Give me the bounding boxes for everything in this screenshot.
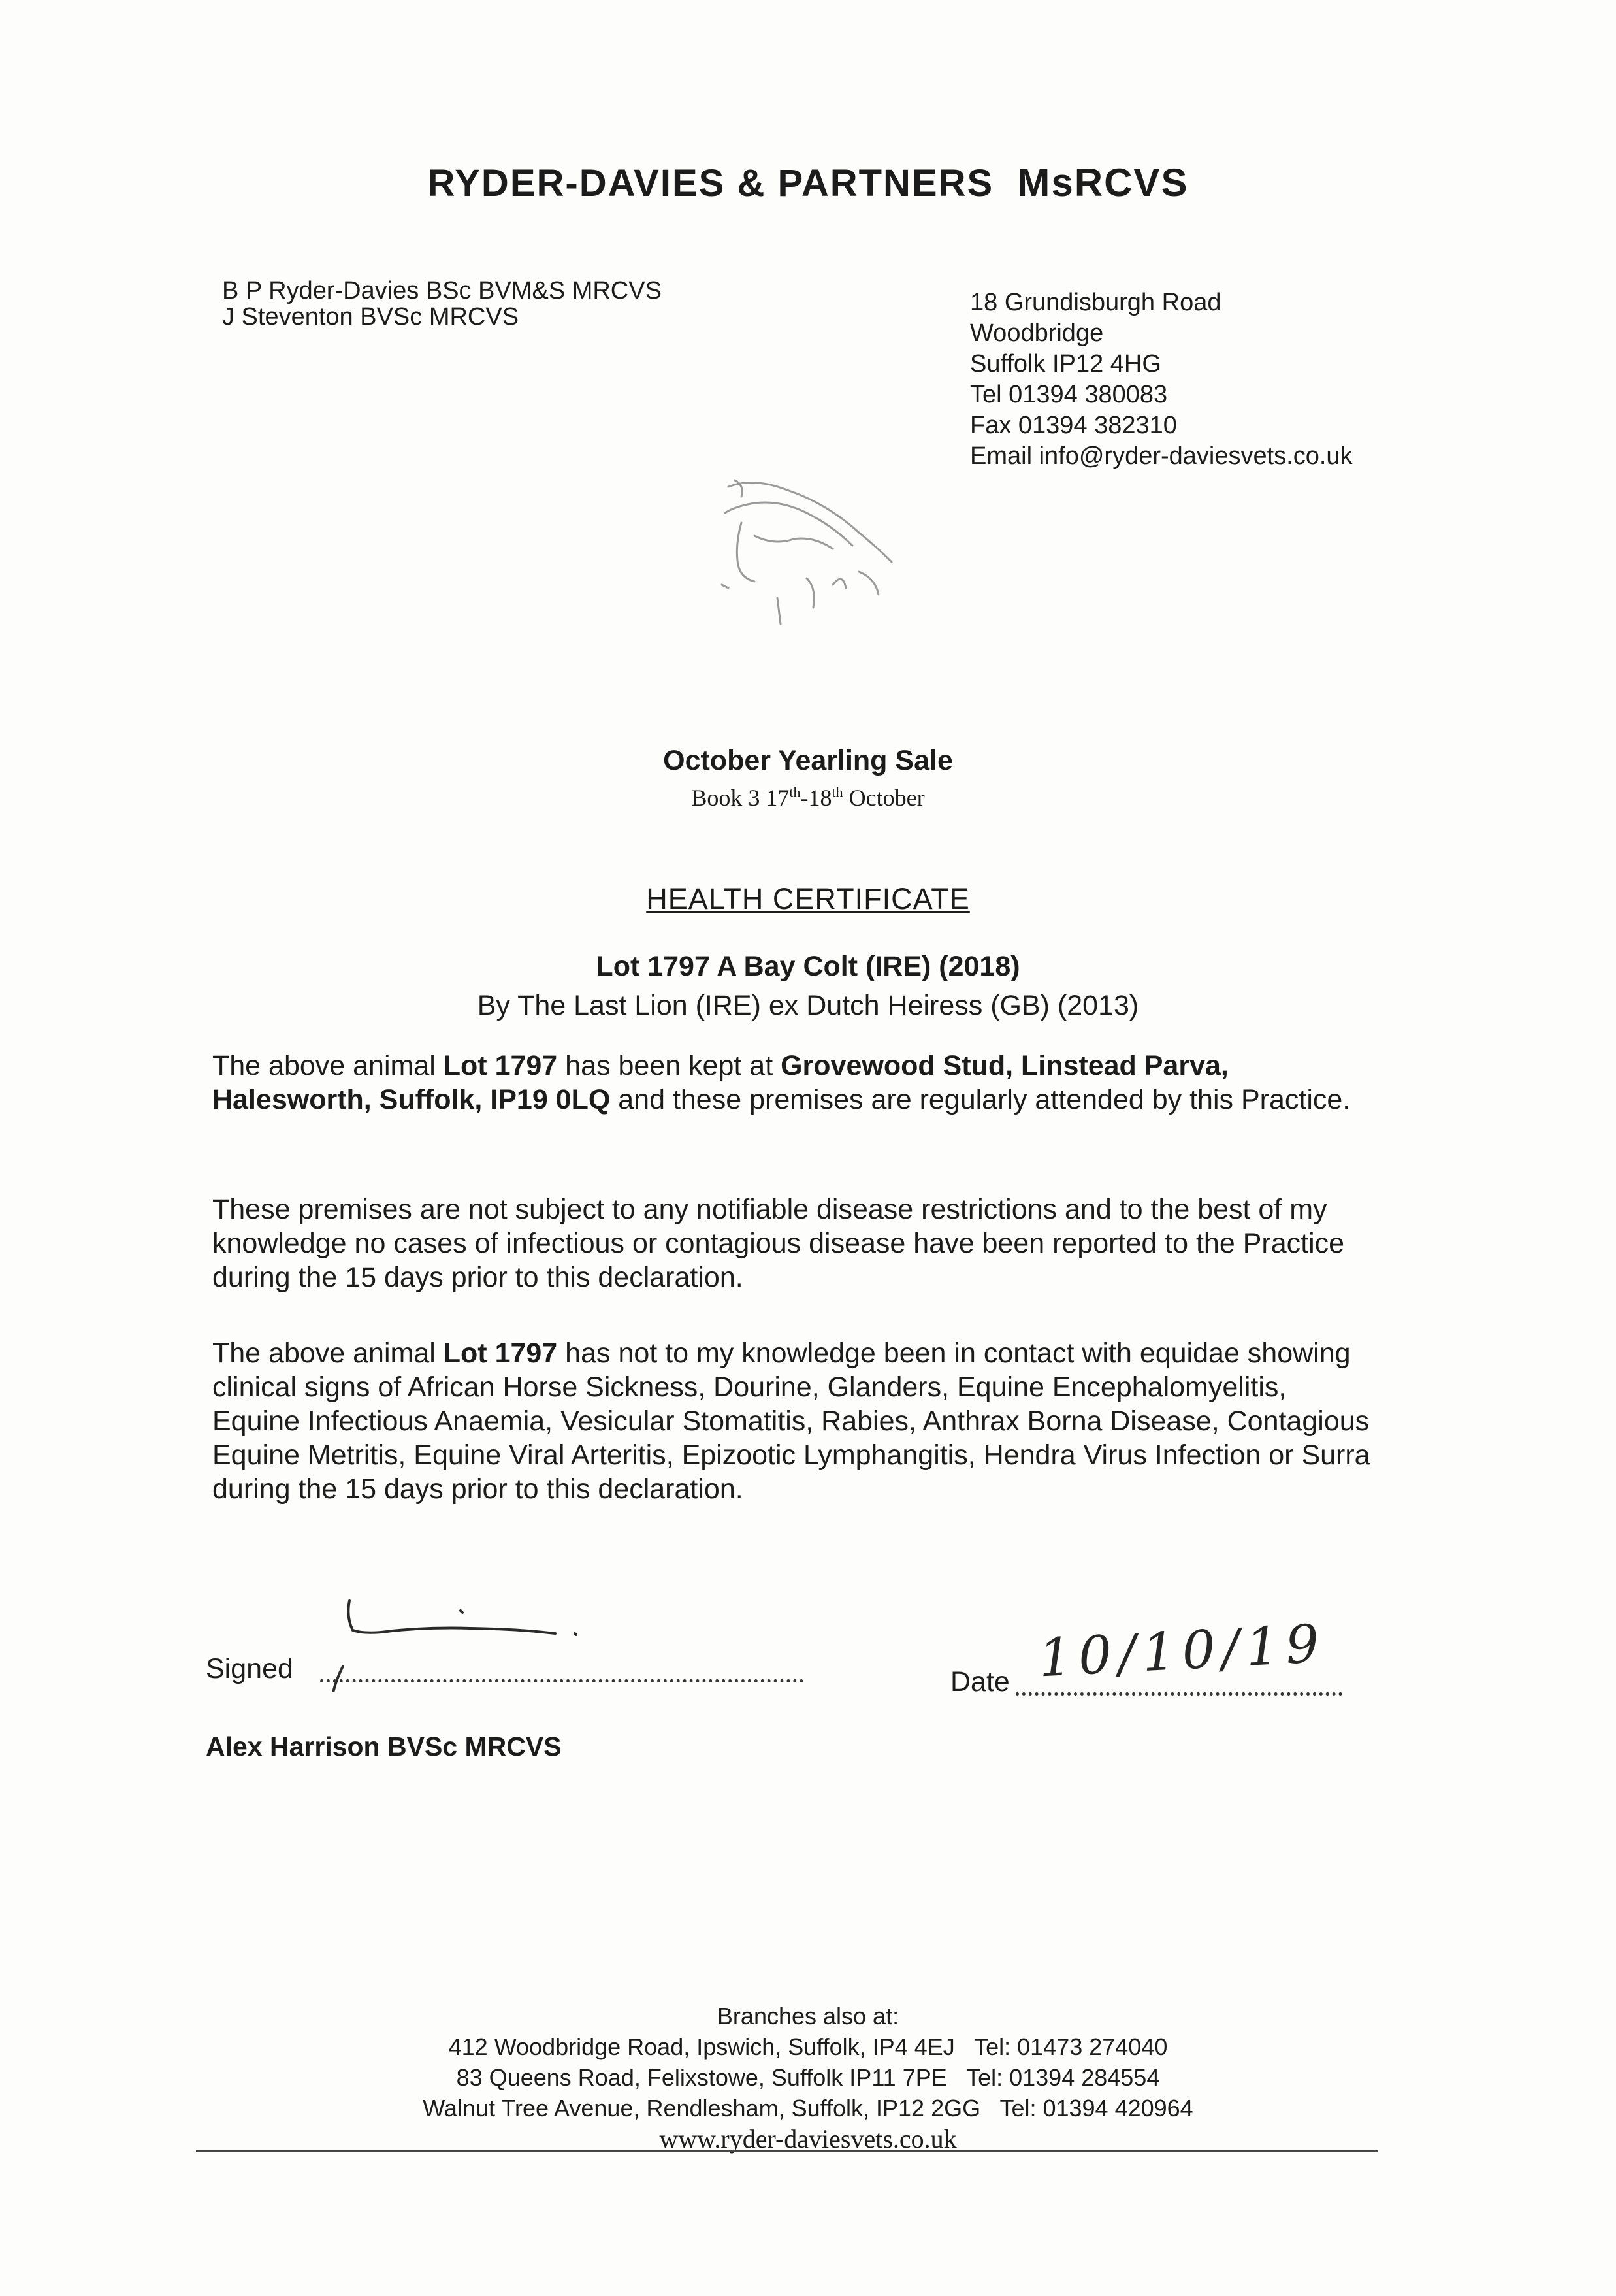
lot-number: Lot 1797 <box>443 1050 558 1081</box>
event-month: October <box>843 785 925 811</box>
signature-line <box>320 1660 803 1682</box>
paragraph-contact <box>212 1336 1382 1506</box>
practice-name: RYDER-DAVIES & PARTNERS <box>427 162 994 205</box>
address-line: 18 Grundisburgh Road <box>970 289 1221 316</box>
address-line: Woodbridge <box>970 320 1104 347</box>
date-label: Date <box>950 1666 1010 1697</box>
event-dates <box>0 784 1616 812</box>
address-line: Fax 01394 382310 <box>970 412 1177 439</box>
lot-number: Lot 1797 <box>443 1337 558 1369</box>
partner-line: J Steventon BVSc MRCVS <box>222 303 519 331</box>
practice-title <box>0 160 1616 205</box>
paragraph-restrictions: These premises are not subject to any notifiable disease restrictions and to the best of my knowledge no cases of infectious or contagious disease have been reported to the Practice during the 15 days prior to this declaration. <box>212 1194 1345 1293</box>
branches-footer <box>0 2001 1616 2154</box>
horse-head-sketch-icon <box>715 474 911 634</box>
event-book: Book 3 17 <box>691 785 790 811</box>
text-run: The above animal <box>212 1050 444 1081</box>
address-line: Suffolk IP12 4HG <box>970 350 1161 378</box>
premises-address: Grovewood Stud, Linstead Parva, Halesworth, Suffolk, IP19 0LQ <box>212 1050 1229 1115</box>
day-suffix: th <box>789 784 801 800</box>
signed-label: Signed <box>206 1653 293 1684</box>
website-link[interactable]: www.ryder-daviesvets.co.uk <box>659 2124 957 2154</box>
branches-heading: Branches also at: <box>717 2003 899 2029</box>
event-dash: -18 <box>800 785 832 811</box>
branch-line: 412 Woodbridge Road, Ipswich, Suffolk, IP4 4EJ Tel: 01473 274040 <box>448 2033 1168 2060</box>
pedigree-line: By The Last Lion (IRE) ex Dutch Heiress (GB) (2013) <box>477 990 1139 1021</box>
partner-line: B P Ryder-Davies BSc BVM&S MRCVS <box>222 277 662 304</box>
text-run: The above animal <box>212 1337 444 1369</box>
lot-heading: Lot 1797 A Bay Colt (IRE) (2018) <box>596 951 1020 982</box>
text-run: and these premises are regularly attended by this Practice. <box>610 1084 1351 1115</box>
address-line: Email info@ryder-daviesvets.co.uk <box>970 442 1353 470</box>
text-run: has not to my knowledge been in contact with equidae showing clinical signs of African Horse Sickness, Dourine, Glanders, Equine Encephalomyelitis, Equine Infectious Anaemia, Vesicular Stomatitis, Rabies, Anthrax Borna Disease, Contagious Equine Metritis, Equine Viral Arteritis, Epizootic Lymphangitis, Hendra Virus Infection or Surra during the 15 days prior to this declaration. <box>212 1337 1370 1505</box>
branch-line: Walnut Tree Avenue, Rendlesham, Suffolk, IP12 2GG Tel: 01394 420964 <box>423 2095 1193 2122</box>
day-suffix: th <box>832 784 843 800</box>
certificate-title: HEALTH CERTIFICATE <box>646 882 970 915</box>
partners-list <box>222 278 662 330</box>
text-run: has been kept at <box>557 1050 781 1081</box>
event-title: October Yearling Sale <box>663 745 953 776</box>
practice-address <box>970 287 1353 472</box>
handwritten-date: 10/10/19 <box>1037 1613 1327 1689</box>
practice-suffix: MsRCVS <box>1017 161 1189 205</box>
paragraph-premises <box>212 1049 1382 1117</box>
footer-rule <box>196 2150 1378 2152</box>
branch-line: 83 Queens Road, Felixstowe, Suffolk IP11 7PE Tel: 01394 284554 <box>456 2064 1160 2091</box>
address-line: Tel 01394 380083 <box>970 381 1168 408</box>
signatory-name: Alex Harrison BVSc MRCVS <box>206 1731 562 1762</box>
